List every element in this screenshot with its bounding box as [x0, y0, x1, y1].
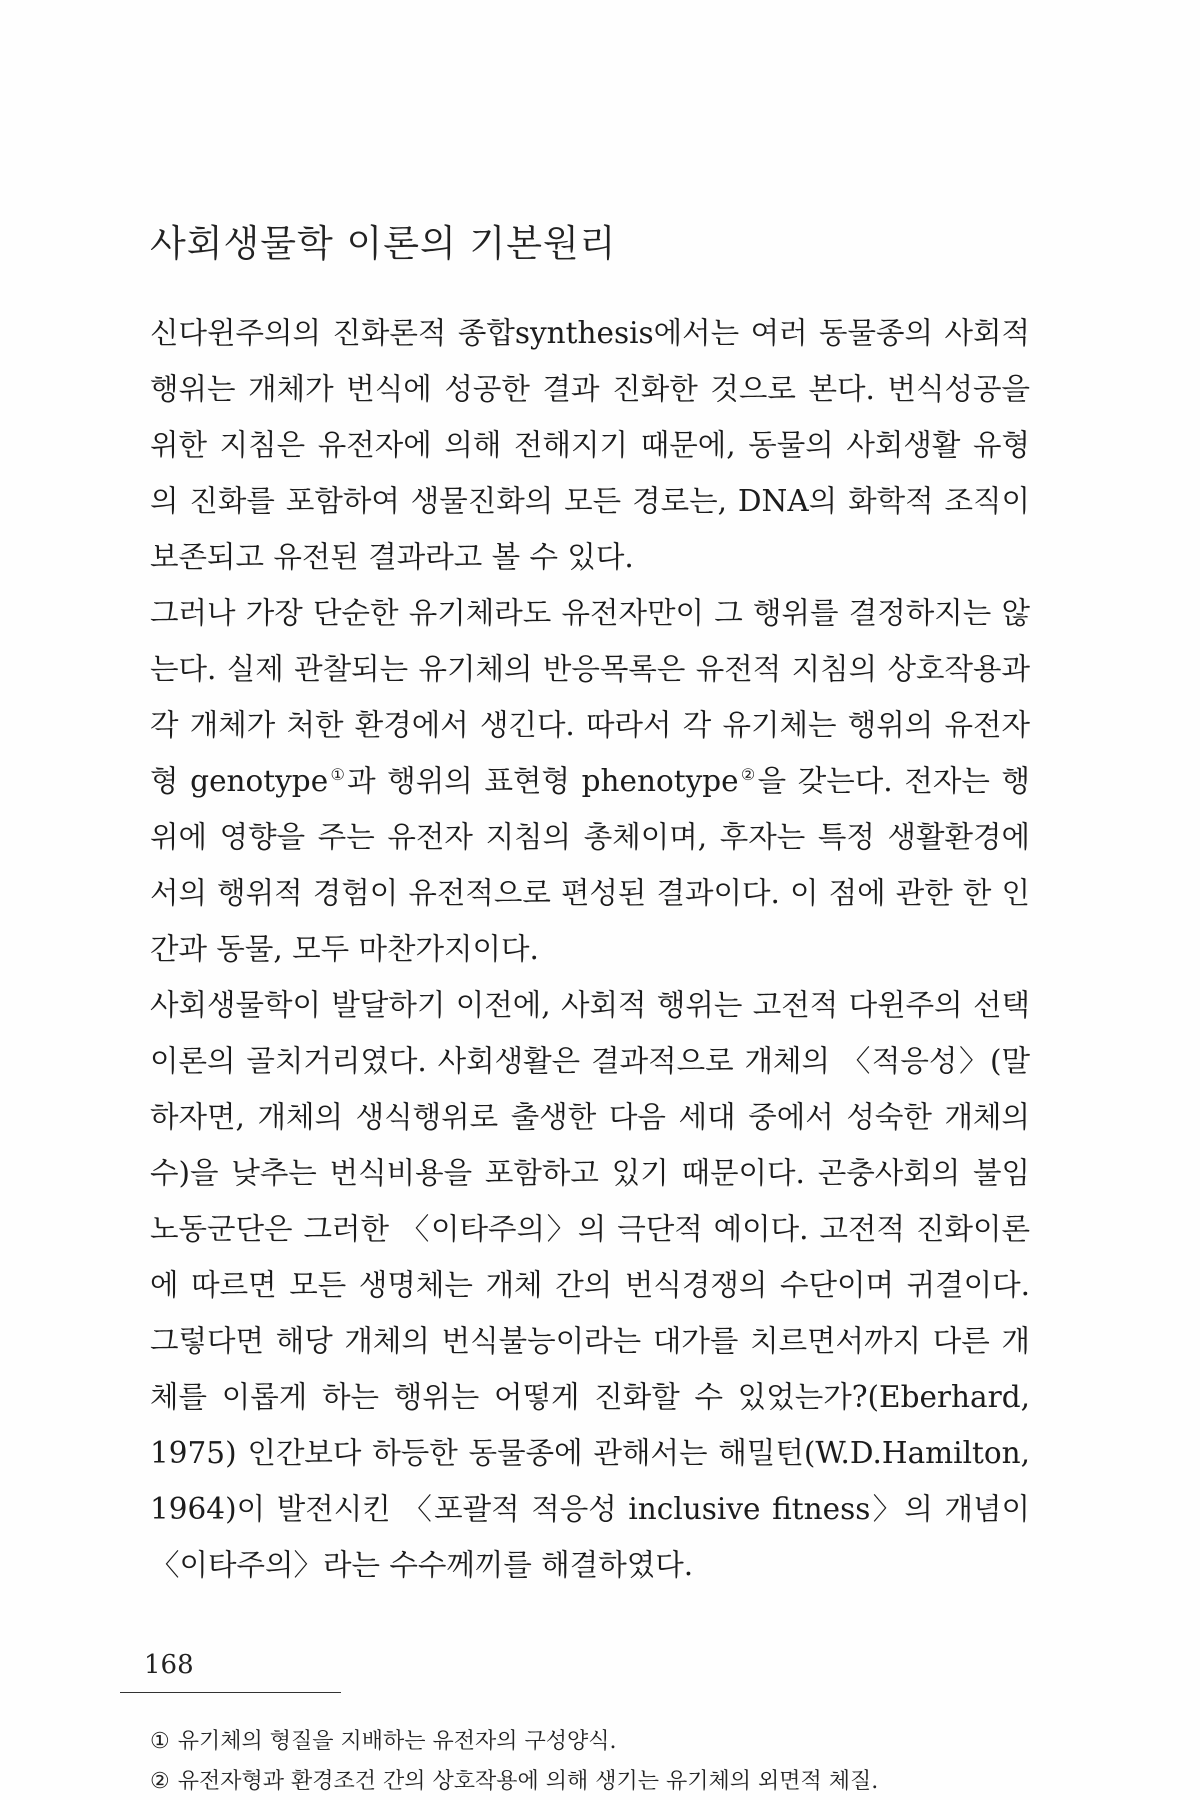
paragraph-3	[150, 977, 1030, 1593]
paragraph-3-text: 사회생물학이 발달하기 이전에, 사회적 행위는 고전적 다윈주의 선택이론의 골치거리였다. 사회생활은 결과적으로 개체의 〈적응성〉(말하자면, 개체의 생식행위로 출생한 다음 세대 중에서 성숙한 개체의 수)을 낮추는 번식비용을 포함하고 있기 때문이다. 곤충사회의 불임 노동군단은 그러한 〈이타주의〉의 극단적 예이다. 고전적 진화이론에 따르면 모든 생명체는 개체 간의 번식경쟁의 수단이며 귀결이다. 그렇다면 해당 개체의 번식불능이라는 대가를 치르면서까지 다른 개체를 이롭게 하는 행위는 어떻게 진화할 수 있었는가?(Eberhard, 1975) 인간보다 하등한 동물종에 관해서는 해밀턴(W.D.Hamilton, 1964)이 발전시킨 〈포괄적 적응성 inclusive fitness〉의 개념이 〈이타주의〉라는 수수께끼를 해결하였다.	[150, 988, 1030, 1582]
paragraph-2-part1: 그러나 가장 단순한 유기체라도 유전자만이 그 행위를 결정하지는 않는다. 실제 관찰되는 유기체의 반응목록은 유전적 지침의 상호작용과 각 개체가 처한 환경에서 생긴다. 따라서 각 유기체는 행위의 유전자형 genotype	[150, 596, 1030, 798]
paragraph-2	[150, 585, 1030, 977]
footnote-ref-1: ①	[328, 765, 348, 785]
footnote-2-mark: ②	[150, 1769, 170, 1794]
footnote-2	[150, 1762, 1030, 1802]
footnote-1-mark: ①	[150, 1729, 170, 1754]
paragraph-2-part2: 과 행위의 표현형 phenotype	[347, 764, 739, 798]
section-title: 사회생물학 이론의 기본원리	[150, 222, 617, 265]
footnote-ref-2: ②	[738, 765, 758, 785]
footnotes	[150, 1722, 1030, 1802]
body-text	[150, 305, 1030, 1593]
footnote-2-text: 유전자형과 환경조건 간의 상호작용에 의해 생기는 유기체의 외면적 체질.	[177, 1769, 879, 1794]
footnote-divider	[120, 1692, 341, 1693]
paragraph-1	[150, 305, 1030, 585]
footnote-1	[150, 1722, 1030, 1762]
page-number: 168	[144, 1650, 194, 1680]
footnote-1-text: 유기체의 형질을 지배하는 유전자의 구성양식.	[177, 1729, 617, 1754]
paragraph-2-part3: 을 갖는다. 전자는 행위에 영향을 주는 유전자 지침의 총체이며, 후자는 특정 생활환경에서의 행위적 경험이 유전적으로 편성된 결과이다. 이 점에 관한 한 인간과 동물, 모두 마찬가지이다.	[150, 764, 1031, 966]
paragraph-1-text: 신다윈주의의 진화론적 종합synthesis에서는 여러 동물종의 사회적 행위는 개체가 번식에 성공한 결과 진화한 것으로 본다. 번식성공을 위한 지침은 유전자에 의해 전해지기 때문에, 동물의 사회생활 유형의 진화를 포함하여 생물진화의 모든 경로는, DNA의 화학적 조직이 보존되고 유전된 결과라고 볼 수 있다.	[150, 316, 1030, 574]
